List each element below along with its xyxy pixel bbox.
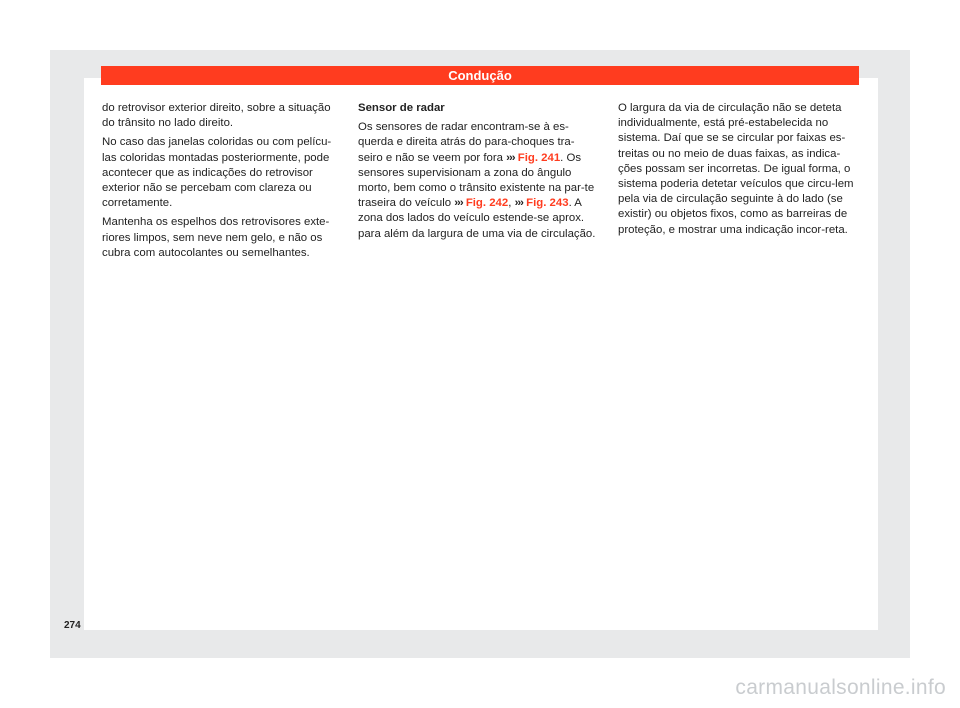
paragraph-text: . A zona dos lados do veículo estende-se aprox. para além da largura de uma via de circulação. [358,197,596,240]
paragraph [358,120,596,242]
section-header: Condução [101,66,859,85]
watermark: carmanualsonline.info [735,676,946,699]
paragraph: do retrovisor exterior direito, sobre a situação do trânsito no lado direito. [102,102,331,130]
paragraph-text: . Os sensores supervisionam a zona do ângulo morto, bem como o trânsito existente na par-te traseira do veículo [358,151,595,210]
section-heading: Sensor de radar [358,102,445,114]
paragraph: Mantenha os espelhos dos retrovisores exte-riores limpos, sem neve nem gelo, e não os cubra com autocolantes ou semelhantes. [102,216,330,259]
reference-arrow-icon: ››› [514,197,523,210]
figure-link-241[interactable]: Fig. 241 [517,151,561,164]
reference-arrow-icon: ››› [506,151,515,164]
text-column-1 [102,101,344,265]
paragraph: No caso das janelas coloridas ou com pelícu-las coloridas montadas posteriormente, pode acontecer que as indicações do retrovisor exterior não se percebam com clareza ou corretamente. [102,136,332,210]
paragraph-text: Os sensores de radar encontram-se à es-querda e direita atrás do para-choques tra-seiro e não se veem por fora [358,121,575,164]
separator: , [508,197,512,210]
reference-arrow-icon: ››› [454,197,463,210]
figure-link-242[interactable]: Fig. 242 [465,197,509,210]
text-column-2 [358,101,596,246]
figure-link-243[interactable]: Fig. 243 [526,197,569,210]
text-column-3 [618,101,862,242]
page-number: 274 [64,620,81,631]
paragraph: O largura da via de circulação não se deteta individualmente, está pré-estabelecida no sistema. Daí que se se circular por faixas es-treitas ou no meio de duas faixas, as indica-ções possam ser incorretas. De igual forma, o sistema poderia detetar veículos que circu-lem pela via de circulação seguinte à do lado (se existir) ou objetos fixos, como as barreiras de proteção, e mostrar uma indicação incor-reta. [618,102,854,236]
